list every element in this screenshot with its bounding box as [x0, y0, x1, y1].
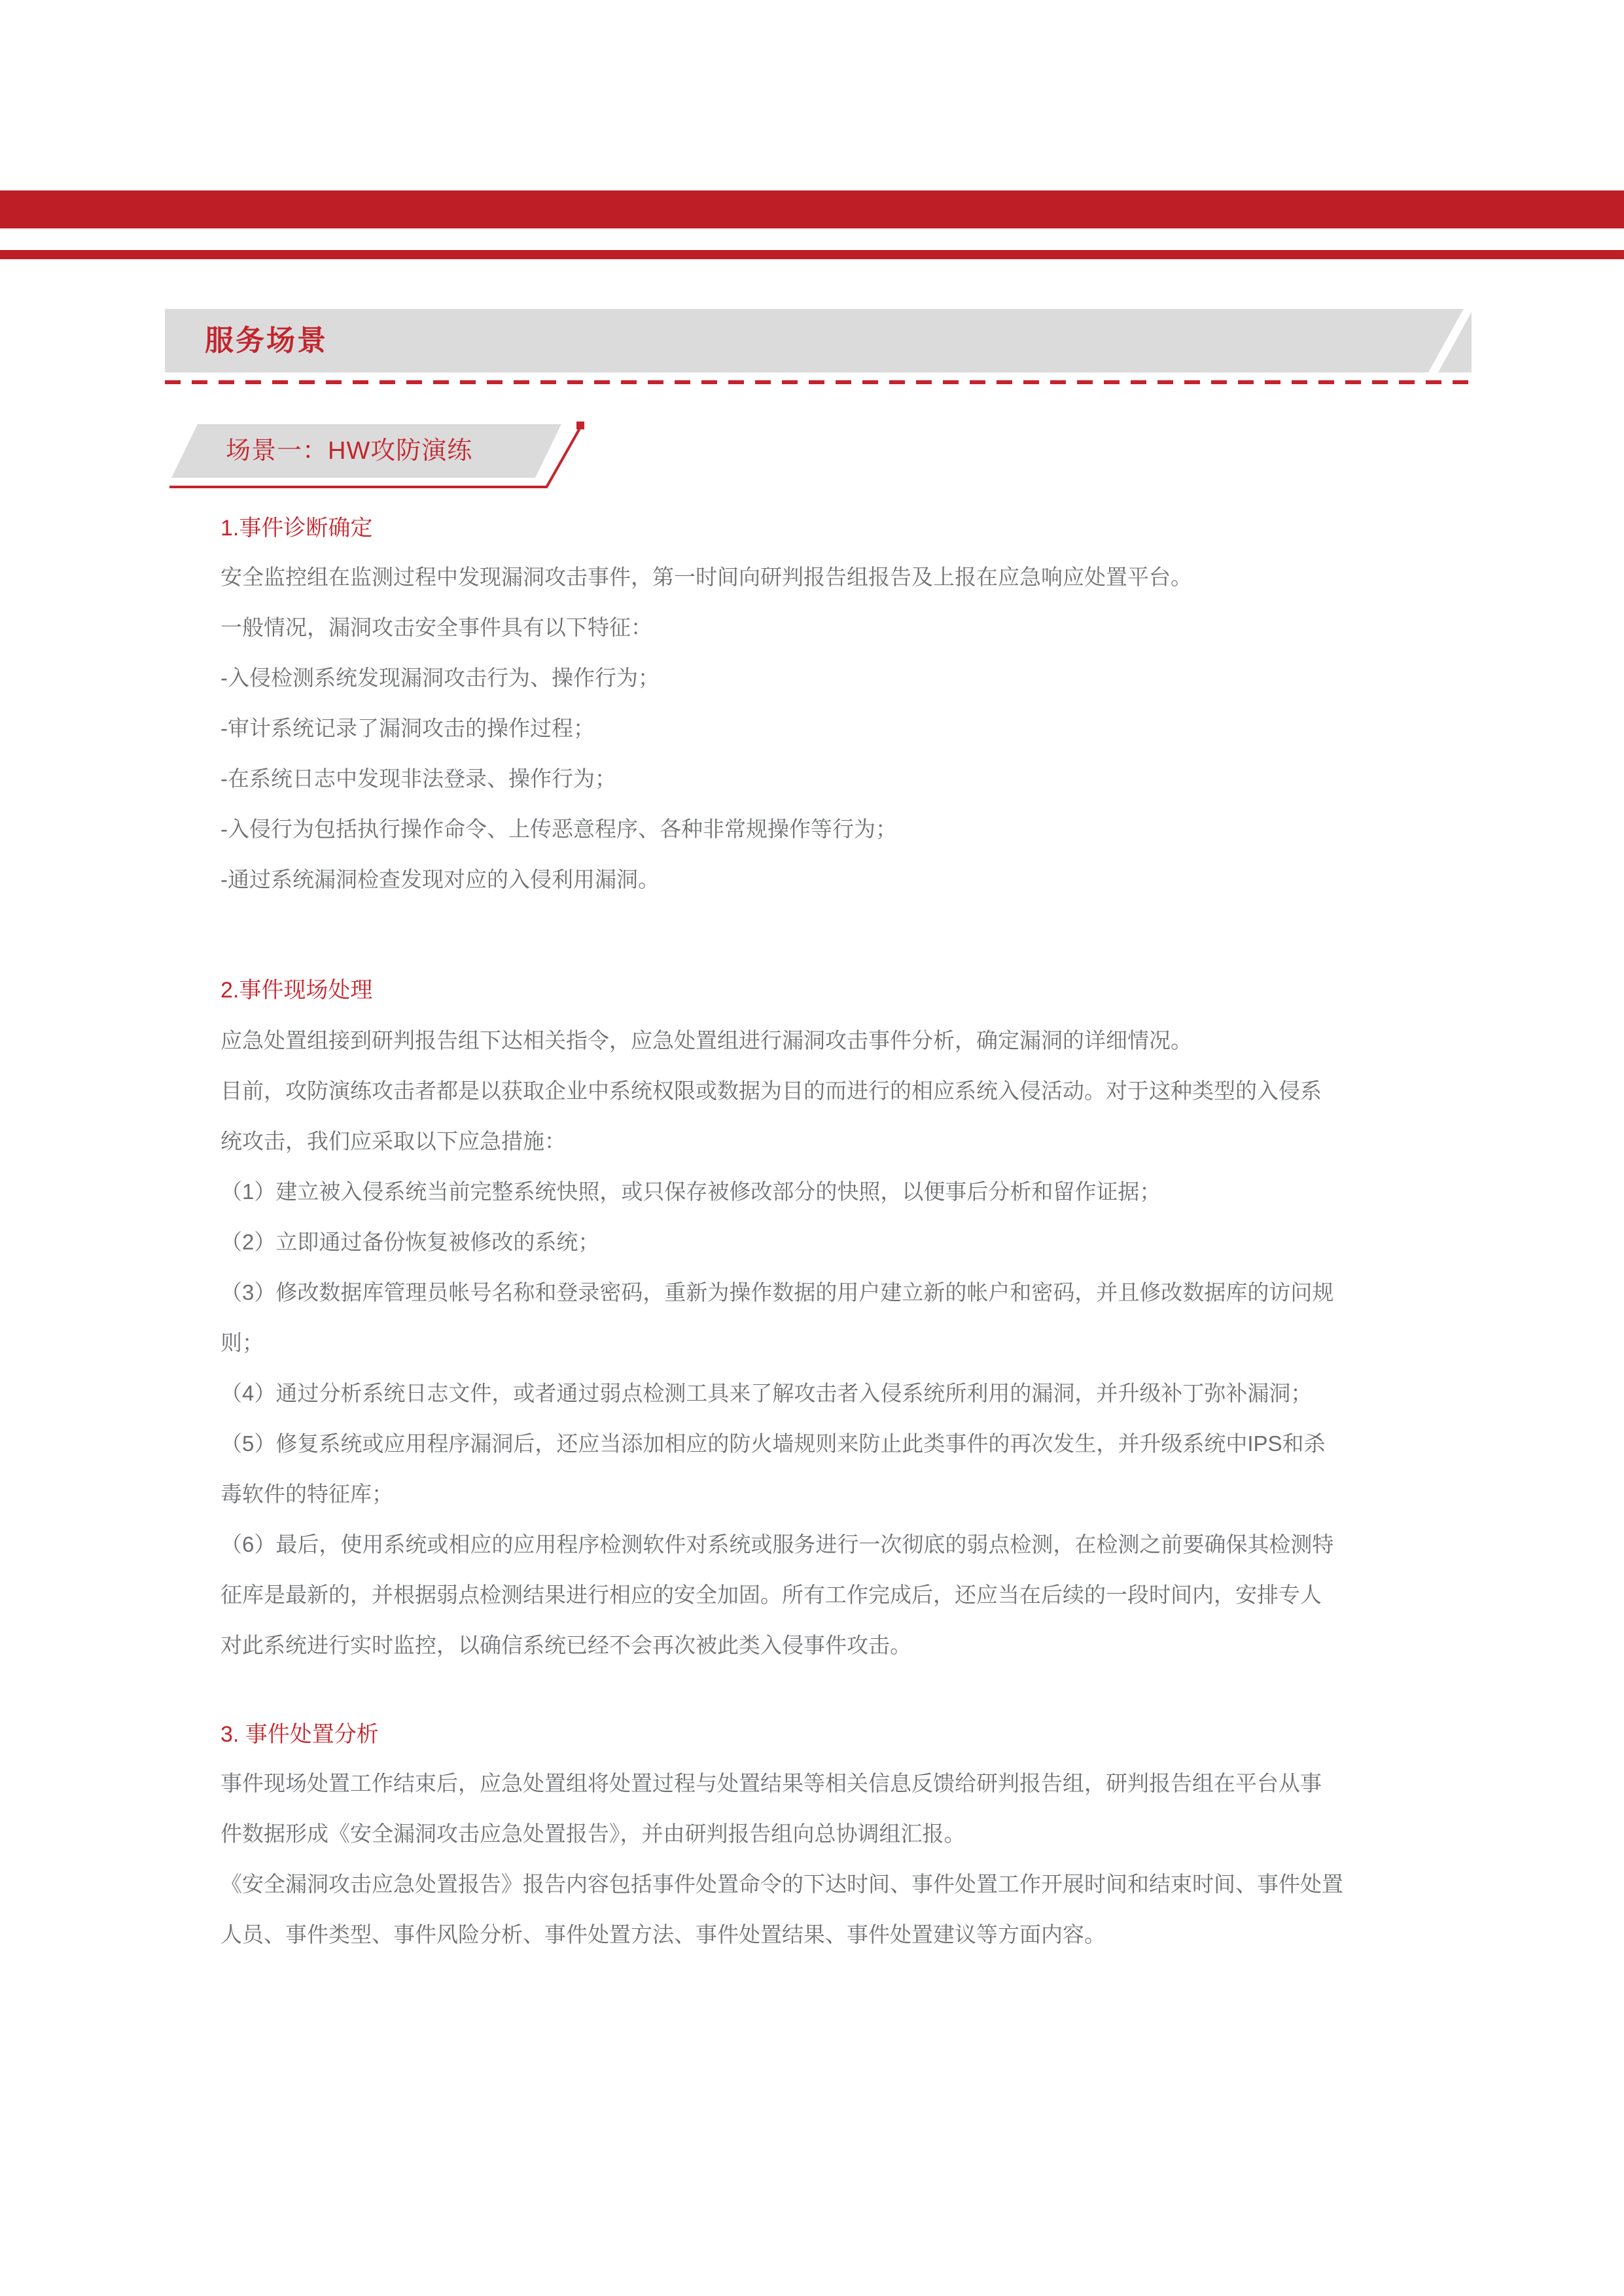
section-title-banner: [165, 309, 1472, 372]
text-line: （1）建立被入侵系统当前完整系统快照，或只保存被修改部分的快照，以便事后分析和留作证据；: [221, 1179, 1161, 1204]
text-line: （5）修复系统或应用程序漏洞后，还应当添加相应的防火墙规则来防止此类事件的再次发生，并升级系统中IPS和杀: [221, 1431, 1326, 1456]
top-red-bar-thin: [0, 250, 1624, 259]
text-line: 对此系统进行实时监控，以确信系统已经不会再次被此类入侵事件攻击。: [221, 1633, 911, 1657]
banner-slash-decoration: [1424, 309, 1472, 372]
scene-banner-label: 场景一：HW攻防演练: [226, 437, 473, 465]
text-line: 目前，攻防演练攻击者都是以获取企业中系统权限或数据为目的而进行的相应系统入侵活动。对于这种类型的入侵系: [221, 1079, 1322, 1103]
section-2-heading: 2.事件现场处理: [221, 978, 373, 1003]
scene-banner-underline: [169, 486, 548, 488]
text-line: 安全监控组在监测过程中发现漏洞攻击事件，第一时间向研判报告组报告及上报在应急响应处置平台。: [221, 565, 1192, 589]
text-line: 事件现场处置工作结束后，应急处置组将处置过程与处置结果等相关信息反馈给研判报告组，研判报告组在平台从事: [221, 1771, 1322, 1795]
text-line: -入侵行为包括执行操作命令、上传恶意程序、各种非常规操作等行为；: [221, 817, 897, 841]
text-line: -入侵检测系统发现漏洞攻击行为、操作行为；: [221, 666, 660, 690]
text-line: （2）立即通过备份恢复被修改的系统；: [221, 1230, 600, 1254]
text-line: 则；: [221, 1331, 264, 1355]
text-line: -在系统日志中发现非法登录、操作行为；: [221, 766, 616, 791]
text-line: 《安全漏洞攻击应急处置报告》报告内容包括事件处置命令的下达时间、事件处置工作开展时间和结束时间、事件处置: [221, 1872, 1343, 1896]
dashed-divider: [165, 380, 1476, 384]
section-3-body: [221, 1758, 1414, 1960]
text-line: 一般情况，漏洞攻击安全事件具有以下特征：: [221, 615, 652, 639]
text-line: -通过系统漏洞检查发现对应的入侵利用漏洞。: [221, 867, 660, 891]
scene-banner-square-dot: [576, 422, 584, 429]
page-title: 服务场景: [205, 325, 328, 357]
text-line: 征库是最新的，并根据弱点检测结果进行相应的安全加固。所有工作完成后，还应当在后续的一段时间内，安排专人: [221, 1583, 1322, 1607]
text-line: 毒软件的特征库；: [221, 1482, 393, 1506]
section-3-heading: 3. 事件处置分析: [221, 1722, 379, 1747]
section-1-heading: 1.事件诊断确定: [221, 516, 373, 541]
text-line: 件数据形成《安全漏洞攻击应急处置报告》，并由研判报告组向总协调组汇报。: [221, 1821, 966, 1846]
section-2-body: [221, 1015, 1414, 1670]
text-line: （3）修改数据库管理员帐号名称和登录密码，重新为操作数据的用户建立新的帐户和密码，并且修改数据库的访问规: [221, 1280, 1334, 1304]
text-line: 应急处置组接到研判报告组下达相关指令，应急处置组进行漏洞攻击事件分析，确定漏洞的详细情况。: [221, 1028, 1192, 1052]
text-line: （6）最后，使用系统或相应的应用程序检测软件对系统或服务进行一次彻底的弱点检测，在检测之前要确保其检测特: [221, 1532, 1334, 1556]
text-line: 统攻击，我们应采取以下应急措施：: [221, 1129, 566, 1153]
text-line: （4）通过分析系统日志文件，或者通过弱点检测工具来了解攻击者入侵系统所利用的漏洞，并升级补丁弥补漏洞；: [221, 1381, 1313, 1405]
section-1-body: [221, 552, 1414, 905]
text-line: -审计系统记录了漏洞攻击的操作过程；: [221, 716, 595, 740]
text-line: 人员、事件类型、事件风险分析、事件处置方法、事件处置结果、事件处置建议等方面内容。: [221, 1922, 1106, 1946]
top-red-bar-large: [0, 190, 1624, 228]
